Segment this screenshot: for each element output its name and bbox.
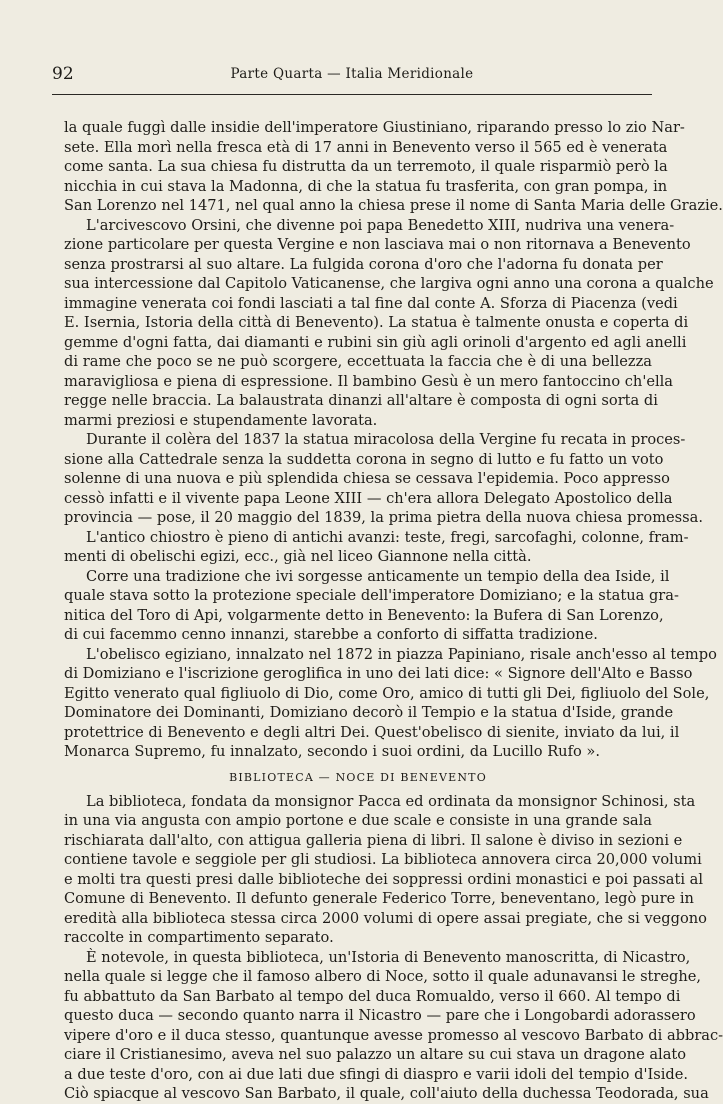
text-line: Durante il colèra del 1837 la statua miracolosa della Vergine fu recata in proces- [86, 431, 686, 448]
text-line: immagine venerata coi fondi lasciati a tal fine dal conte A. Sforza di Piacenza (vedi [64, 294, 678, 312]
text-line: menti di obelischi egizi, ecc., già nel liceo Giannone nella città. [64, 548, 532, 565]
text-line: nicchia in cui stava la Madonna, di che la statua fu trasferita, con gran pompa, in [64, 177, 668, 195]
text-line: ciare il Cristianesimo, aveva nel suo palazzo un altare su cui stava un dragone alato [64, 1046, 687, 1063]
text-line: quale stava sotto la protezione speciale dell'imperatore Domiziano; e la statua gra- [64, 587, 679, 604]
text-line: rischiarata dall'alto, con attigua galleria piena di libri. Il salone è diviso in sezioni e [64, 831, 683, 849]
text-line: fu abbattuto da San Barbato al tempo del duca Romualdo, verso il 660. Al tempo di [64, 987, 681, 1005]
text-line: contiene tavole e seggiole per gli studiosi. La biblioteca annovera circa 20,000 volumi [64, 851, 702, 868]
text-line: protettrice di Benevento e degli altri Dei. Quest'obelisco di sienite, inviato da lui, il [64, 723, 680, 741]
text-line: E. Isernia, Istoria della città di Benevento). La statua è talmente onusta e coperta di [64, 314, 689, 331]
text-line: eredità alla biblioteca stessa circa 2000 volumi di opere assai pregiate, che si veggono [64, 909, 707, 927]
text-line: cessò infatti e il vivente papa Leone XIII — ch'era allora Delegato Apostolico della [64, 489, 673, 507]
text-line: marmi preziosi e stupendamente lavorata. [64, 411, 378, 429]
text-line: Comune di Benevento. Il defunto generale Federico Torre, beneventano, legò pure in [64, 890, 694, 907]
text-line: maravigliosa e piena di espressione. Il bambino Gesù è un mero fantoccino ch'ella [64, 372, 673, 390]
text-line: La biblioteca, fondata da monsignor Pacca ed ordinata da monsignor Schinosi, sta [86, 792, 696, 810]
body-text [64, 118, 723, 1104]
text-line: nella quale si legge che il famoso albero di Noce, sotto il quale adunavansi le streghe, [64, 968, 702, 985]
text-line: e molti tra questi presi dalle biblioteche dei soppressi ordini monastici e poi passati al [64, 870, 703, 888]
text-line: vipere d'oro e il duca stesso, quantunque avesse promesso al vescovo Barbato di abbrac- [64, 1026, 723, 1044]
header-rule [52, 94, 652, 95]
text-line: regge nelle braccia. La balaustrata dinanzi all'altare è composta di ogni sorta di [64, 392, 658, 409]
text-line: San Lorenzo nel 1471, nel qual anno la chiesa prese il nome di Santa Maria delle Grazie. [64, 197, 723, 214]
text-line: zione particolare per questa Vergine e non lasciava mai o non ritornava a Benevento [64, 236, 691, 253]
text-line: a due teste d'oro, con ai due lati due sfingi di diaspro e varii idoli del tempio d'Iside. [64, 1065, 688, 1083]
text-line: sete. Ella morì nella fresca età di 17 anni in Benevento verso il 565 ed è venerata [64, 138, 668, 156]
text-line: Ciò spiacque al vescovo San Barbato, il quale, coll'aiuto della duchessa Teodorada, sua [64, 1085, 709, 1102]
text-line: come santa. La sua chiesa fu distrutta da un terremoto, il quale risparmiò però la [64, 158, 668, 175]
text-line: Monarca Supremo, fu innalzato, secondo i suoi ordini, da Lucillo Rufo ». [64, 743, 600, 760]
text-line: Egitto venerato qual figliuolo di Dio, come Oro, amico di tutti gli Dei, figliuolo del Sole, [64, 684, 710, 702]
page-header [52, 64, 652, 84]
text-line: sione alla Cattedrale senza la suddetta corona in segno di lutto e fu fatto un voto [64, 450, 664, 468]
text-line: solenne di una nuova e più splendida chiesa se cessava l'epidemia. Poco appresso [64, 470, 670, 487]
text-line: È notevole, in questa biblioteca, un'Istoria di Benevento manoscritta, di Nicastro, [86, 948, 691, 966]
text-line: provincia — pose, il 20 maggio del 1839, la prima pietra della nuova chiesa promessa. [64, 509, 703, 526]
text-line: nitica del Toro di Api, volgarmente detto in Benevento: la Bufera di San Lorenzo, [64, 606, 664, 624]
section-title: BIBLIOTECA — NOCE DI BENEVENTO [229, 770, 487, 784]
text-line: in una via angusta con ampio portone e due scale e consiste in una grande sala [64, 812, 652, 829]
text-line: L'obelisco egiziano, innalzato nel 1872 in piazza Papiniano, risale anch'esso al tempo [86, 645, 717, 663]
text-line: di Domiziano e l'iscrizione geroglifica in uno dei lati dice: « Signore dell'Alto e Basso [64, 665, 693, 682]
text-line: di rame che poco se ne può scorgere, eccettuata la faccia che è di una bellezza [64, 353, 652, 370]
text-line: senza prostrarsi al suo altare. La fulgida corona d'oro che l'adorna fu donata per [64, 255, 663, 273]
text-line: di cui facemmo cenno innanzi, starebbe a conforto di siffatta tradizione. [64, 626, 598, 643]
text-line: gemme d'ogni fatta, dai diamanti e rubini sin giù agli orinoli d'argento ed agli anelli [64, 333, 687, 351]
text-line: Corre una tradizione che ivi sorgesse anticamente un tempio della dea Iside, il [86, 567, 670, 585]
text-line: sua intercessione dal Capitolo Vaticanense, che largiva ogni anno una corona a qualche [64, 275, 714, 292]
text-line: la quale fuggì dalle insidie dell'imperatore Giustiniano, riparando presso lo zio Nar- [64, 119, 685, 136]
text-line: L'arcivescovo Orsini, che divenne poi papa Benedetto XIII, nudriva una venera- [86, 216, 675, 234]
text-line: questo duca — secondo quanto narra il Nicastro — pare che i Longobardi adorassero [64, 1007, 696, 1024]
text-line: raccolte in compartimento separato. [64, 929, 334, 946]
text-line: Dominatore dei Dominanti, Domiziano decorò il Tempio e la statua d'Iside, grande [64, 704, 674, 721]
page-number: 92 [52, 64, 74, 84]
text-line: L'antico chiostro è pieno di antichi avanzi: teste, fregi, sarcofaghi, colonne, fram- [86, 528, 689, 546]
running-head: Parte Quarta — Italia Meridionale [230, 66, 474, 82]
